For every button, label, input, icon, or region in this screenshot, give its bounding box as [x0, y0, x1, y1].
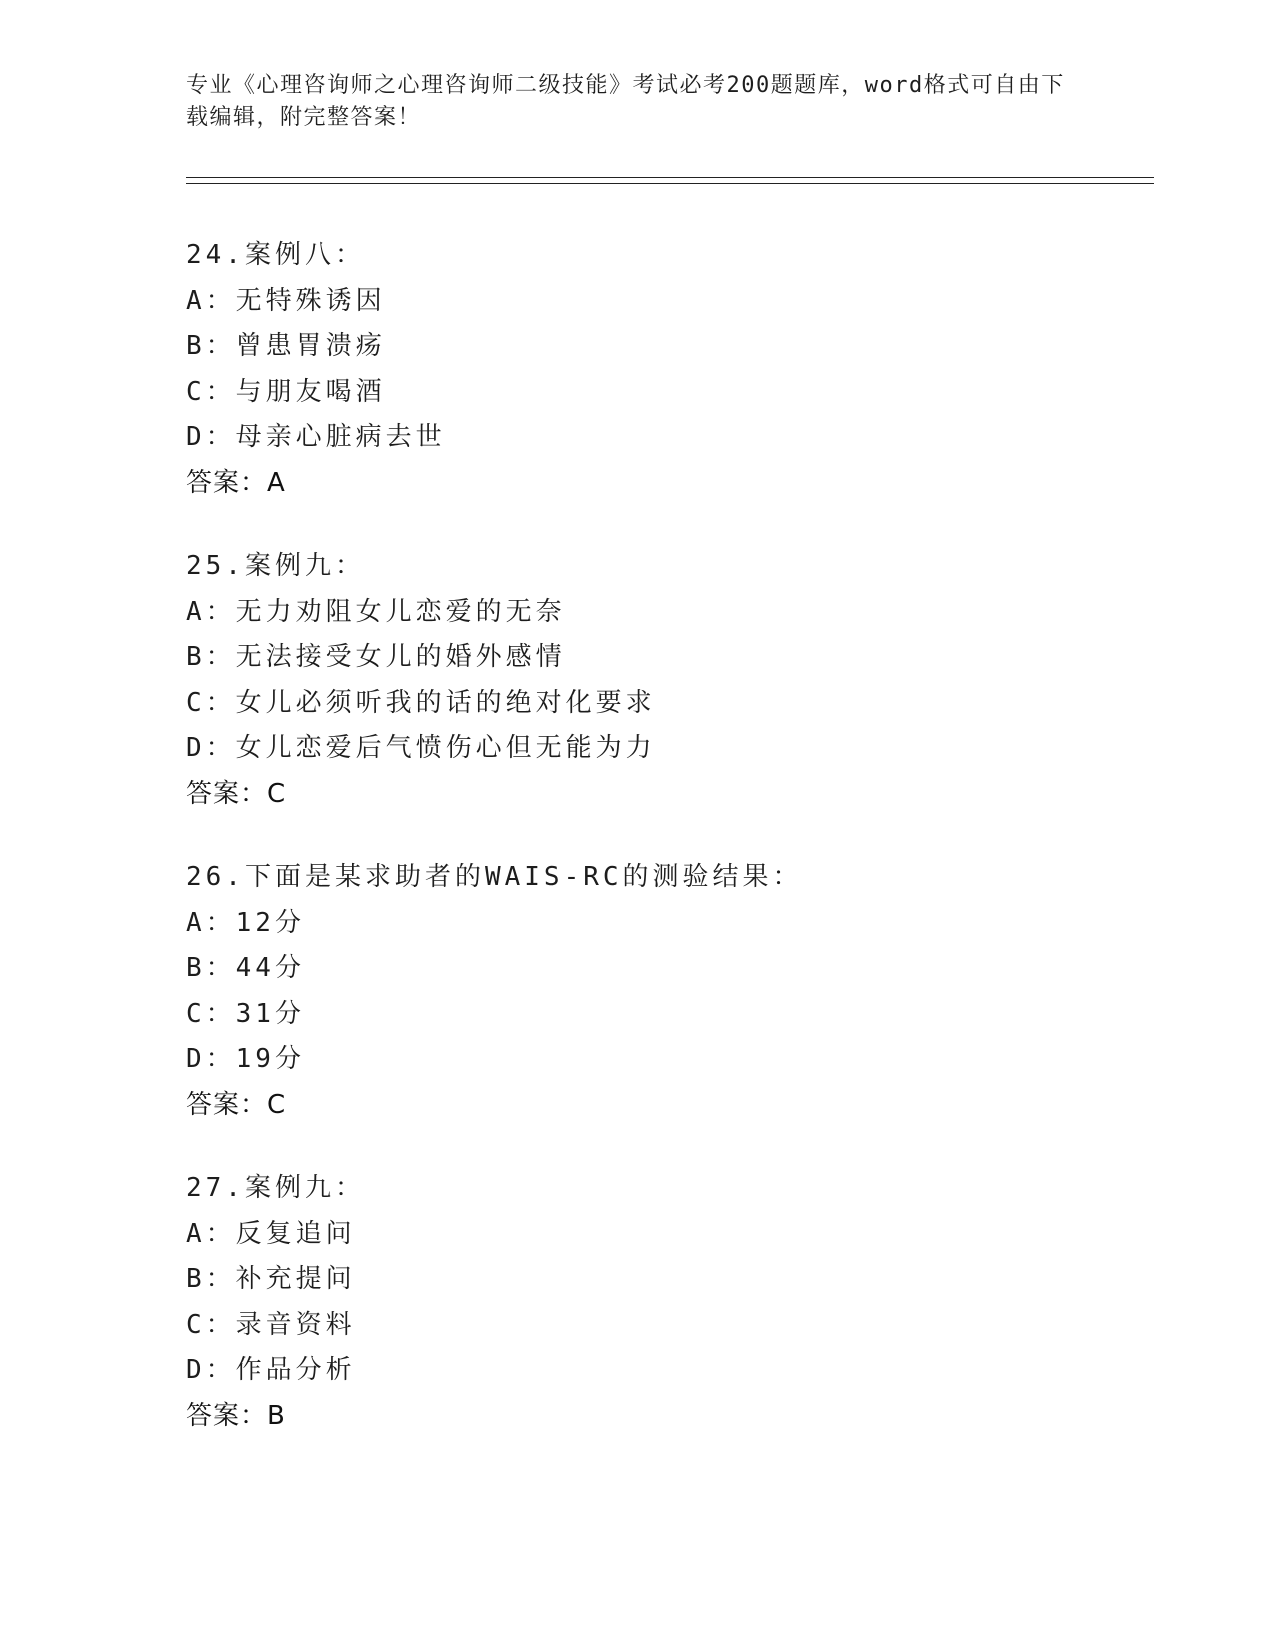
option-d: D：作品分析: [186, 1355, 356, 1385]
option-b: B：曾患胃溃疡: [186, 331, 386, 361]
option-c: C：与朋友喝酒: [186, 376, 386, 407]
question-stem: 27.案例九：: [186, 1173, 365, 1203]
option-b: B：44分: [186, 953, 305, 983]
question-stem: 24.案例八：: [186, 240, 365, 270]
option-d: D：19分: [186, 1044, 305, 1074]
answer-line: 答案：A: [186, 467, 286, 498]
option-c: C：录音资料: [186, 1309, 356, 1340]
question-25: [186, 544, 1154, 817]
option-b: B：无法接受女儿的婚外感情: [186, 642, 566, 672]
answer-line: 答案：C: [186, 778, 287, 809]
option-c: C：女儿必须听我的话的绝对化要求: [186, 687, 656, 718]
answer-line: 答案：B: [186, 1400, 286, 1431]
document-header: 专业《心理咨询师之心理咨询师二级技能》考试必考200题题库，word格式可自由下载编辑，附完整答案！: [186, 73, 1065, 130]
option-a: A：无力劝阻女儿恋爱的无奈: [186, 596, 566, 627]
option-a: A：12分: [186, 907, 305, 938]
header-double-rule: [186, 177, 1154, 184]
question-27: [186, 1166, 1154, 1439]
question-26: [186, 855, 1154, 1128]
question-stem: 26.下面是某求助者的WAIS-RC的测验结果：: [186, 862, 803, 892]
question-stem: 25.案例九：: [186, 551, 365, 581]
answer-line: 答案：C: [186, 1089, 287, 1120]
option-c: C：31分: [186, 998, 305, 1029]
question-24: [186, 233, 1154, 506]
option-d: D：女儿恋爱后气愤伤心但无能为力: [186, 733, 656, 763]
option-a: A：无特殊诱因: [186, 285, 386, 316]
option-a: A：反复追问: [186, 1218, 356, 1249]
option-b: B：补充提问: [186, 1264, 356, 1294]
question-list: [186, 233, 1154, 1477]
option-d: D：母亲心脏病去世: [186, 422, 446, 452]
